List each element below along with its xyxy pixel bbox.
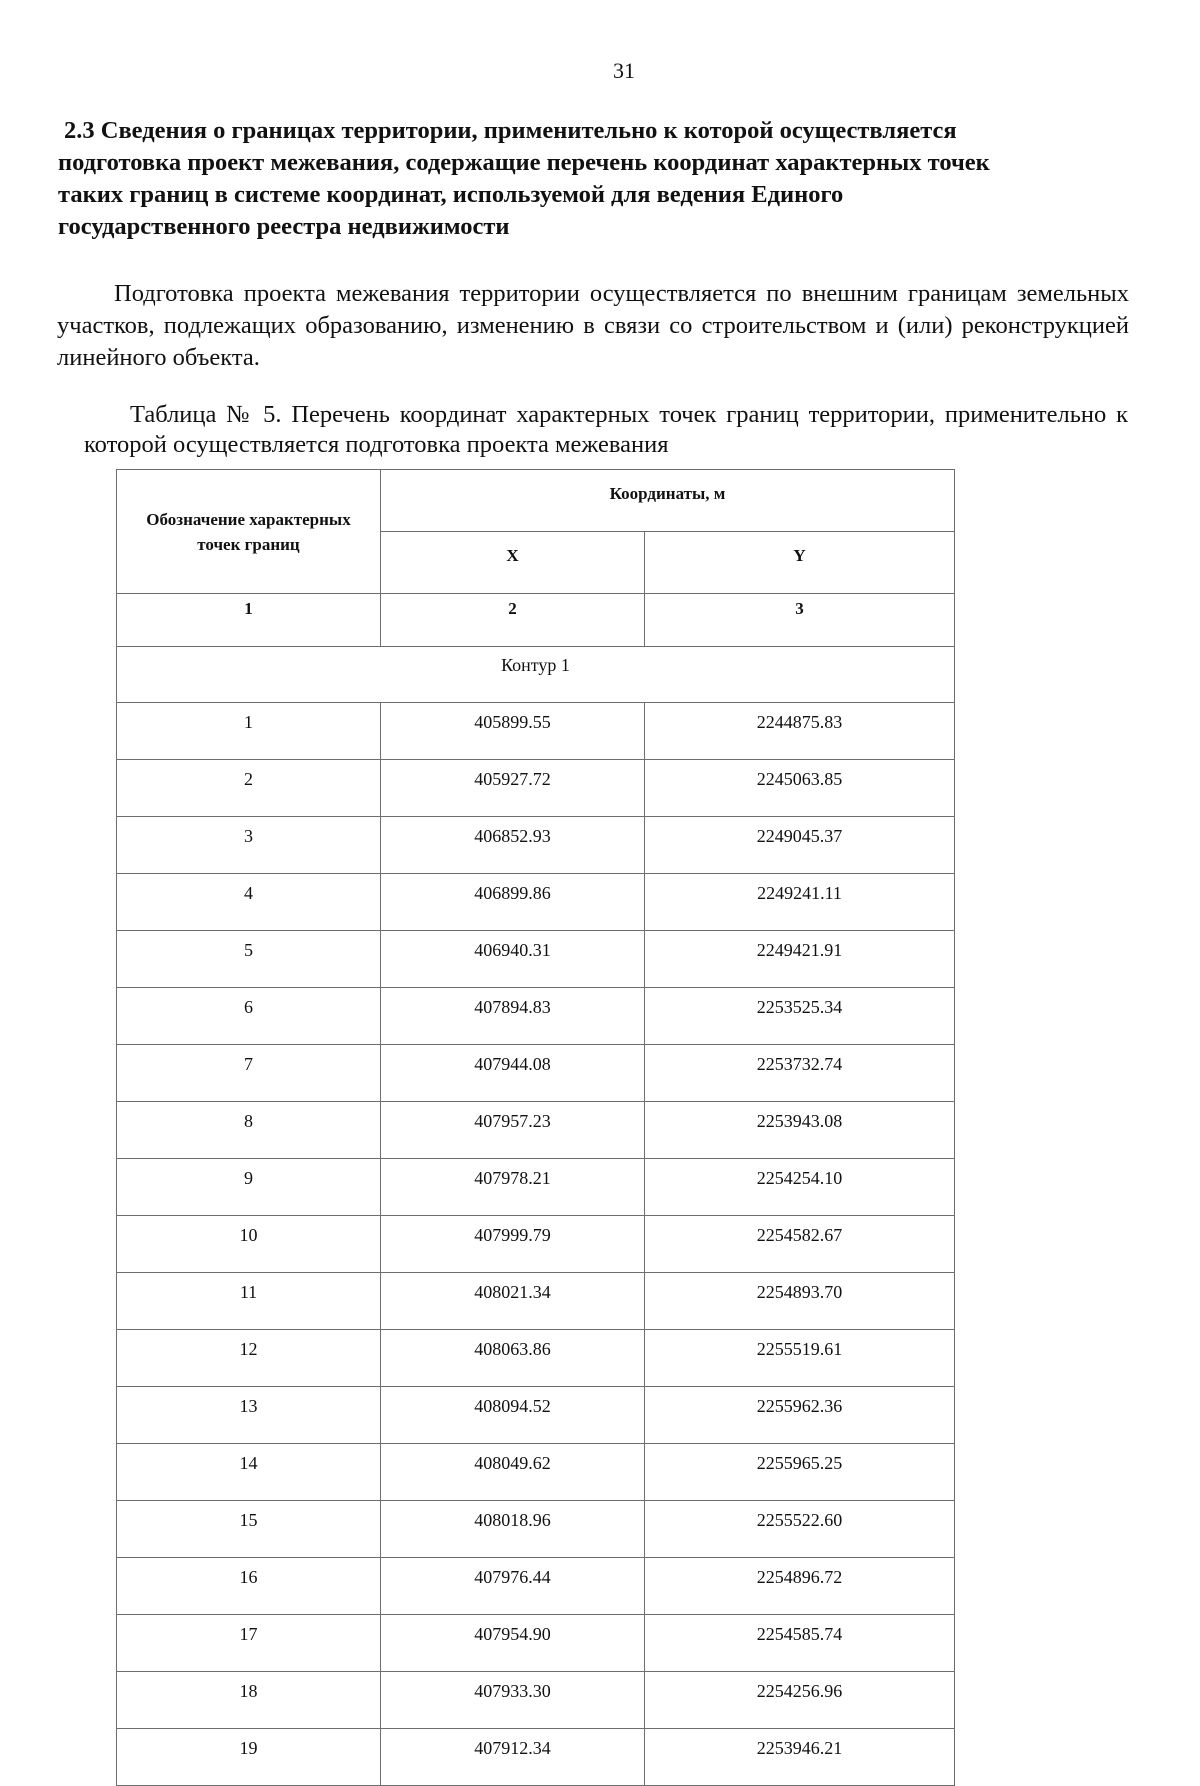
- point-number-cell: 1: [117, 703, 381, 760]
- table-row: [117, 1501, 955, 1558]
- table-row: [117, 1216, 955, 1273]
- y-coordinate-cell: 2255962.36: [645, 1387, 955, 1444]
- table-row: [117, 1273, 955, 1330]
- x-coordinate-cell: 405899.55: [381, 703, 645, 760]
- table-row: [117, 874, 955, 931]
- table-row: [117, 1615, 955, 1672]
- point-number-cell: 17: [117, 1615, 381, 1672]
- table-row: [117, 1159, 955, 1216]
- y-coordinate-cell: 2254582.67: [645, 1216, 955, 1273]
- header-x-label: X: [381, 532, 645, 594]
- x-coordinate-cell: 408018.96: [381, 1501, 645, 1558]
- table-row: [117, 1387, 955, 1444]
- table-row: [117, 1045, 955, 1102]
- x-coordinate-cell: 405927.72: [381, 760, 645, 817]
- header-column-number: 3: [645, 594, 955, 647]
- point-number-cell: 10: [117, 1216, 381, 1273]
- y-coordinate-cell: 2249241.11: [645, 874, 955, 931]
- point-number-cell: 5: [117, 931, 381, 988]
- y-coordinate-cell: 2244875.83: [645, 703, 955, 760]
- y-coordinate-cell: 2254254.10: [645, 1159, 955, 1216]
- table-row: [117, 1558, 955, 1615]
- point-number-cell: 4: [117, 874, 381, 931]
- table-row: [117, 1102, 955, 1159]
- table-row: [117, 760, 955, 817]
- point-number-cell: 6: [117, 988, 381, 1045]
- y-coordinate-cell: 2253943.08: [645, 1102, 955, 1159]
- y-coordinate-cell: 2254896.72: [645, 1558, 955, 1615]
- contour-row: [117, 647, 955, 703]
- table-body: [117, 647, 955, 1786]
- table-row: [117, 1330, 955, 1387]
- x-coordinate-cell: 408021.34: [381, 1273, 645, 1330]
- table-header: [117, 470, 955, 647]
- y-coordinate-cell: 2253525.34: [645, 988, 955, 1045]
- table-row: [117, 988, 955, 1045]
- x-coordinate-cell: 407978.21: [381, 1159, 645, 1216]
- header-point-label: Обозначение характерных точек границ: [117, 470, 381, 594]
- point-number-cell: 13: [117, 1387, 381, 1444]
- point-number-cell: 12: [117, 1330, 381, 1387]
- x-coordinate-cell: 408063.86: [381, 1330, 645, 1387]
- header-coords-label: Координаты, м: [381, 470, 955, 532]
- section-heading-line: таких границ в системе координат, используемой для ведения Единого: [58, 181, 844, 208]
- x-coordinate-cell: 407944.08: [381, 1045, 645, 1102]
- section-heading-line: государственного реестра недвижимости: [58, 213, 510, 240]
- y-coordinate-cell: 2253946.21: [645, 1729, 955, 1786]
- x-coordinate-cell: 407912.34: [381, 1729, 645, 1786]
- point-number-cell: 15: [117, 1501, 381, 1558]
- y-coordinate-cell: 2254893.70: [645, 1273, 955, 1330]
- table-row: [117, 1729, 955, 1786]
- y-coordinate-cell: 2255519.61: [645, 1330, 955, 1387]
- y-coordinate-cell: 2255965.25: [645, 1444, 955, 1501]
- y-coordinate-cell: 2254256.96: [645, 1672, 955, 1729]
- coordinates-table: [116, 469, 955, 1786]
- x-coordinate-cell: 407933.30: [381, 1672, 645, 1729]
- x-coordinate-cell: 407957.23: [381, 1102, 645, 1159]
- x-coordinate-cell: 406899.86: [381, 874, 645, 931]
- point-number-cell: 2: [117, 760, 381, 817]
- x-coordinate-cell: 408094.52: [381, 1387, 645, 1444]
- x-coordinate-cell: 407954.90: [381, 1615, 645, 1672]
- table-row: [117, 817, 955, 874]
- intro-paragraph: Подготовка проекта межевания территории осуществляется по внешним границам земельных участков, подлежащих образованию, изменению в связи со строительством и (или) реконструкцией линейного объекта.: [57, 280, 1129, 371]
- point-number-cell: 8: [117, 1102, 381, 1159]
- point-number-cell: 14: [117, 1444, 381, 1501]
- x-coordinate-cell: 407999.79: [381, 1216, 645, 1273]
- point-number-cell: 16: [117, 1558, 381, 1615]
- header-column-number: 2: [381, 594, 645, 647]
- point-number-cell: 7: [117, 1045, 381, 1102]
- table-row: [117, 703, 955, 760]
- x-coordinate-cell: 407976.44: [381, 1558, 645, 1615]
- y-coordinate-cell: 2249045.37: [645, 817, 955, 874]
- header-y-label: Y: [645, 532, 955, 594]
- section-heading-line: 2.3 Сведения о границах территории, применительно к которой осуществляется: [64, 117, 957, 144]
- y-coordinate-cell: 2245063.85: [645, 760, 955, 817]
- page-number: 31: [613, 58, 635, 83]
- point-number-cell: 19: [117, 1729, 381, 1786]
- point-number-cell: 18: [117, 1672, 381, 1729]
- y-coordinate-cell: 2254585.74: [645, 1615, 955, 1672]
- x-coordinate-cell: 406852.93: [381, 817, 645, 874]
- section-heading: [58, 115, 1148, 243]
- point-number-cell: 9: [117, 1159, 381, 1216]
- section-heading-line: подготовка проект межевания, содержащие перечень координат характерных точек: [58, 149, 990, 176]
- x-coordinate-cell: 408049.62: [381, 1444, 645, 1501]
- table-row: [117, 1444, 955, 1501]
- table-row: [117, 1672, 955, 1729]
- point-number-cell: 11: [117, 1273, 381, 1330]
- x-coordinate-cell: 407894.83: [381, 988, 645, 1045]
- header-column-number: 1: [117, 594, 381, 647]
- y-coordinate-cell: 2255522.60: [645, 1501, 955, 1558]
- y-coordinate-cell: 2249421.91: [645, 931, 955, 988]
- point-number-cell: 3: [117, 817, 381, 874]
- contour-label: Контур 1: [117, 647, 955, 703]
- x-coordinate-cell: 406940.31: [381, 931, 645, 988]
- y-coordinate-cell: 2253732.74: [645, 1045, 955, 1102]
- table-caption: Таблица № 5. Перечень координат характерных точек границ территории, применительно к которой осуществляется подготовка проекта межевания: [84, 401, 1128, 458]
- table-row: [117, 931, 955, 988]
